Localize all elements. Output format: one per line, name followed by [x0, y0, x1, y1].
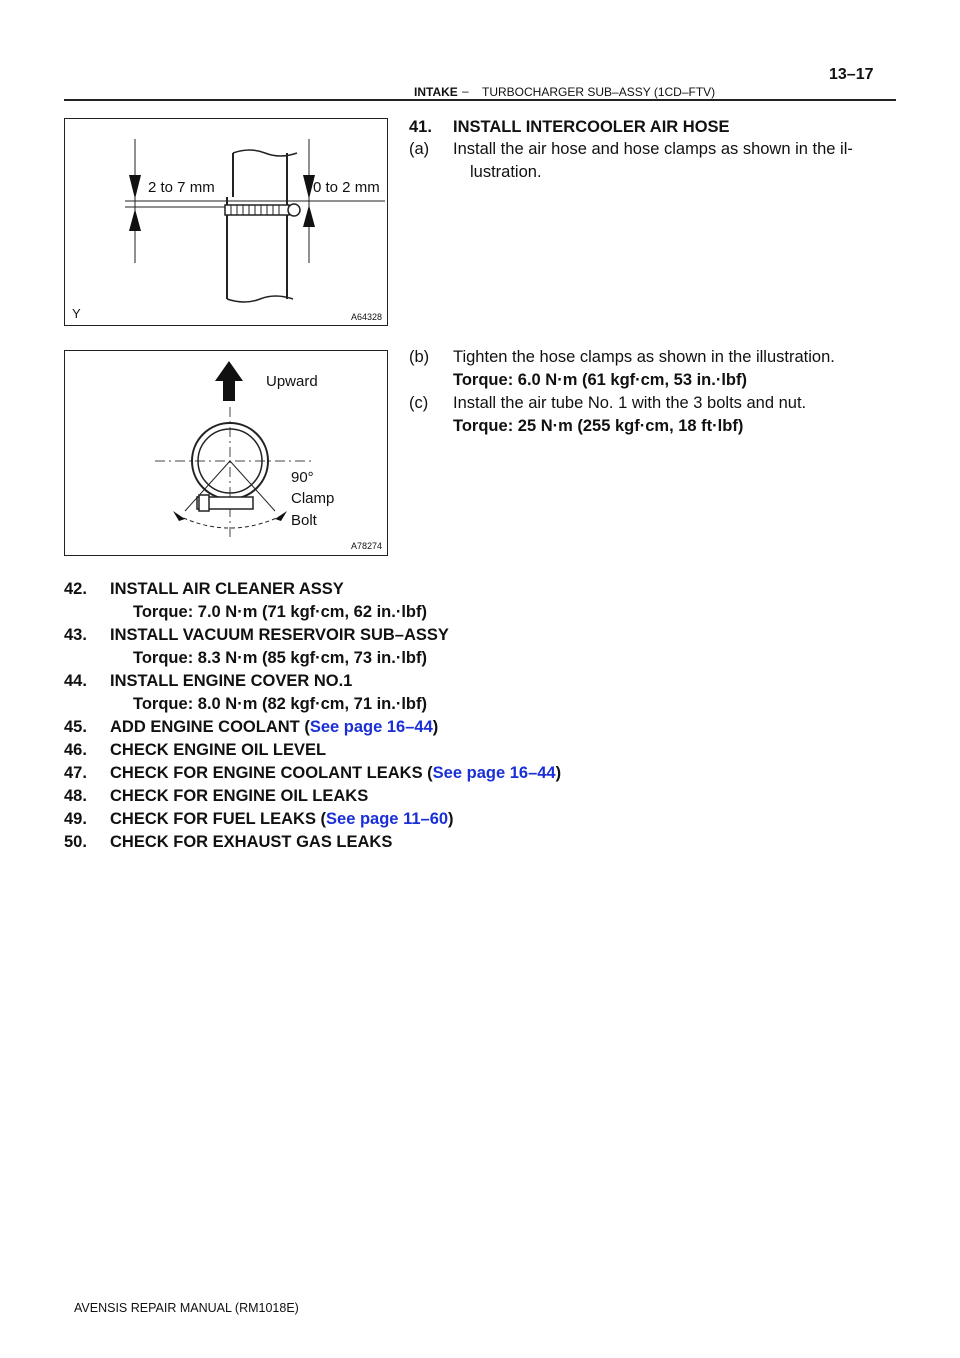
- step-44-torque: Torque: 8.0 N·m (82 kgf·cm, 71 in.·lbf): [133, 695, 427, 713]
- step-41-title: INSTALL INTERCOOLER AIR HOSE: [453, 118, 730, 136]
- figure-clamp-orientation: [64, 350, 388, 556]
- step-49-close: ): [448, 810, 454, 828]
- step-47-page-link[interactable]: See page 16–44: [432, 764, 556, 782]
- step-49-number: 49.: [64, 810, 87, 828]
- step-45-number: 45.: [64, 718, 87, 736]
- header-separator: –: [462, 84, 469, 98]
- step-47-title: CHECK FOR ENGINE COOLANT LEAKS (: [110, 764, 433, 782]
- step-48-number: 48.: [64, 787, 87, 805]
- step-41b-text: Tighten the hose clamps as shown in the illustration.: [453, 348, 835, 366]
- header-rule: [64, 99, 896, 101]
- dimension-label-right: 0 to 2 mm: [313, 179, 380, 196]
- step-42-number: 42.: [64, 580, 87, 598]
- page-number: 13–17: [829, 66, 874, 83]
- angle-label: 90°: [291, 469, 314, 486]
- step-41a-text-line1: Install the air hose and hose clamps as shown in the il-: [453, 140, 853, 158]
- step-41c-mark: (c): [409, 394, 429, 412]
- step-41c-text: Install the air tube No. 1 with the 3 bolts and nut.: [453, 394, 807, 412]
- figure-code: A78274: [351, 541, 383, 551]
- step-46-number: 46.: [64, 741, 87, 759]
- step-48-title: CHECK FOR ENGINE OIL LEAKS: [110, 787, 369, 805]
- header-section: INTAKE: [414, 85, 458, 99]
- figure-corner-mark: Y: [72, 306, 81, 321]
- step-44-number: 44.: [64, 672, 87, 690]
- step-49-line: [110, 810, 454, 829]
- step-42-title: INSTALL AIR CLEANER ASSY: [110, 580, 344, 598]
- step-41a-text-line2: lustration.: [470, 163, 542, 181]
- step-49-page-link[interactable]: See page 11–60: [326, 810, 449, 828]
- header-title: TURBOCHARGER SUB–ASSY (1CD–FTV): [482, 85, 716, 99]
- step-41a-mark: (a): [409, 140, 430, 158]
- step-41b-mark: (b): [409, 348, 430, 366]
- step-43-torque: Torque: 8.3 N·m (85 kgf·cm, 73 in.·lbf): [133, 649, 427, 667]
- step-47-line: [110, 764, 561, 783]
- step-47-close: ): [555, 764, 562, 782]
- figure-hose-clamp: [64, 118, 388, 326]
- step-44-title: INSTALL ENGINE COVER NO.1: [110, 672, 353, 690]
- dimension-label-left: 2 to 7 mm: [148, 179, 215, 196]
- step-41b-torque: Torque: 6.0 N·m (61 kgf·cm, 53 in.·lbf): [453, 371, 747, 389]
- upward-label: Upward: [266, 373, 318, 390]
- step-45-line: [110, 718, 438, 737]
- bolt-label: Bolt: [291, 512, 317, 529]
- step-45-close: ): [432, 718, 439, 736]
- step-43-title: INSTALL VACUUM RESERVOIR SUB–ASSY: [110, 626, 449, 644]
- step-41-number: 41.: [409, 118, 432, 136]
- step-46-title: CHECK ENGINE OIL LEVEL: [110, 741, 327, 759]
- step-49-title: CHECK FOR FUEL LEAKS (: [110, 810, 327, 828]
- step-50-number: 50.: [64, 833, 87, 851]
- step-41c-torque: Torque: 25 N·m (255 kgf·cm, 18 ft·lbf): [453, 417, 744, 435]
- footer-manual-name: AVENSIS REPAIR MANUAL (RM1018E): [74, 1301, 299, 1315]
- clamp-label: Clamp: [291, 490, 335, 507]
- figure-code: A64328: [351, 312, 383, 322]
- step-50-title: CHECK FOR EXHAUST GAS LEAKS: [110, 833, 393, 851]
- clamp-orientation-illustration: [65, 351, 389, 557]
- step-47-number: 47.: [64, 764, 87, 782]
- hose-clamp-illustration: [65, 119, 389, 327]
- step-43-number: 43.: [64, 626, 87, 644]
- step-45-page-link[interactable]: See page 16–44: [309, 718, 433, 736]
- step-45-title: ADD ENGINE COOLANT (: [110, 718, 310, 736]
- step-42-torque: Torque: 7.0 N·m (71 kgf·cm, 62 in.·lbf): [133, 603, 427, 621]
